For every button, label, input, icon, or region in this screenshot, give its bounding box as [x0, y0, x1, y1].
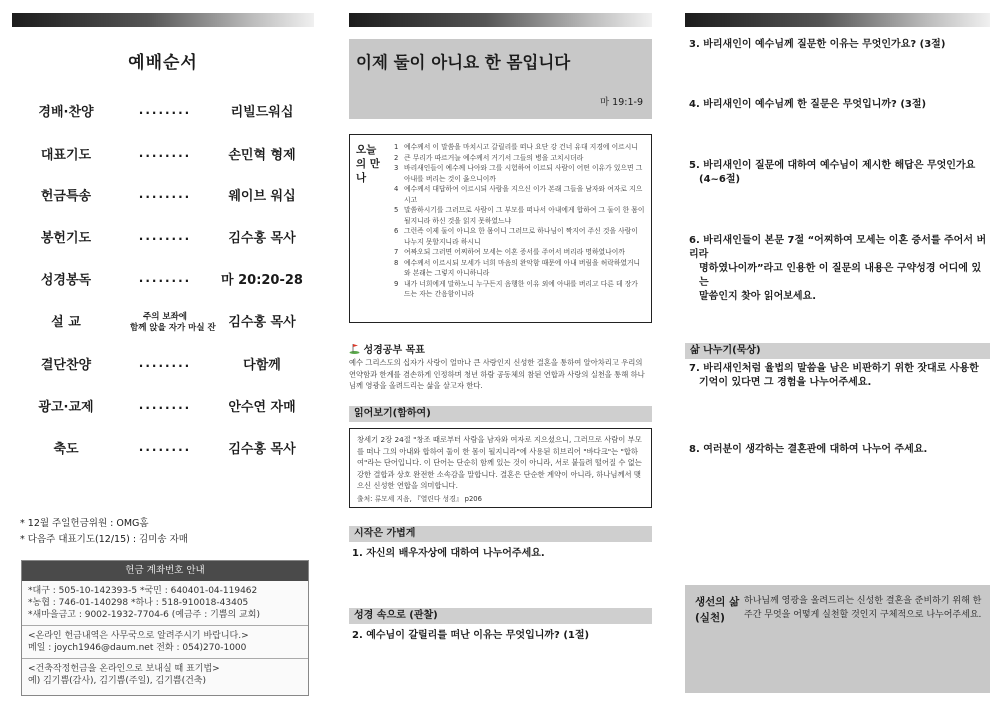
worship-order-column — [12, 0, 314, 706]
order-item: 성경봉독 — [40, 273, 92, 288]
reading-section-bar: 읽어보기(함하여) — [349, 406, 652, 422]
verse-number: 2 — [394, 153, 399, 162]
order-row — [12, 185, 314, 209]
order-item: 축도 — [53, 442, 79, 457]
question-4: 4. 바리새인이 예수님께 한 질문은 무엇입니까? (3절) — [689, 99, 927, 110]
order-dots: ········ — [138, 232, 192, 246]
order-row — [12, 144, 314, 168]
questions-column — [685, 0, 990, 706]
question-5-line: (4~6절) — [699, 174, 741, 185]
study-goal-title — [349, 341, 425, 356]
order-item: 봉헌기도 — [40, 231, 92, 246]
order-row — [12, 354, 314, 378]
order-item: 헌금특송 — [40, 189, 92, 204]
reading-source: 출처: 류모세 지음, 『열린다 성경』 p206 — [357, 494, 482, 503]
account-numbers — [22, 581, 308, 626]
question-6-line: 6. 바리새인들이 본문 7절 “어찌하여 모세는 이혼 증서를 주어서 버리라 — [689, 235, 987, 260]
building-notice — [22, 659, 308, 691]
question-1: 1. 자신의 배우자상에 대하여 나누어주세요. — [352, 548, 545, 559]
order-person: 다함께 — [243, 358, 281, 373]
observation-section-bar: 성경 속으로 (관찰) — [349, 608, 652, 624]
order-dots: ········ — [138, 274, 192, 288]
order-row — [12, 269, 314, 293]
online-notice-text: <온라인 헌금내역은 사무국으로 알려주시기 바랍니다.> — [28, 631, 249, 641]
sermon-note-line: 주의 보좌에 — [142, 312, 187, 322]
verse-text: 말씀하시기를 그러므로 사람이 그 부모를 떠나서 아내에게 합하여 그 둘이 한 몸이 될지니라 하신 것을 읽지 못하였느냐 — [404, 206, 645, 225]
verse — [394, 226, 646, 247]
reading-text: 창세기 2장 24절 "창조 때로부터 사람을 남자와 여자로 지으셨으니, 그러므로 사람이 부모를 떠나 그의 아내와 합하여 둘이 한 몸이 될지니라"에 사용된 히브리어 "바다크"는 "합하여"라는 단어입니다. 이 단어는 단순히 함께 있는 것이 아니라, 서로 붙들려 떨어질 수 없는 강한 결합과 상호 완전한 소속감을 말합니다. 결혼은 단순한 계약이 아니라, 하나님께서 맺으신 신성한 연합을 의미합니다. — [357, 435, 642, 490]
header-gradient-bar — [349, 13, 652, 27]
sermon-title-note — [130, 312, 216, 334]
sermon-title: 이제 둘이 아니요 한 몸입니다 — [356, 53, 571, 72]
order-dots: ········ — [138, 359, 192, 373]
announcement: * 다음주 대표기도(12/15) : 김미송 자매 — [20, 534, 188, 545]
order-dots: ········ — [138, 190, 192, 204]
account-line: *농협 : 746-01-140298 *하나 : 518-910018-43405 — [28, 598, 249, 608]
order-dots: ········ — [138, 443, 192, 457]
verse-text: 여짜오되 그러면 어찌하여 모세는 이혼 증서를 주어서 버리라 명하였나이까 — [404, 248, 625, 256]
order-row — [12, 311, 314, 335]
daily-manna-label: 오늘의 만나 — [356, 144, 380, 184]
question-5 — [689, 159, 989, 187]
verse-list — [394, 142, 646, 300]
verse-text: 예수께서 이 말씀을 마치시고 갈릴리를 떠나 요단 강 건너 유대 지경에 이르시니 — [404, 143, 638, 151]
verse-text: 바리새인들이 예수께 나아와 그를 시험하여 이르되 사람이 어떤 이유가 있으면 그 아내를 버리는 것이 옳으니이까 — [404, 164, 643, 183]
order-row — [12, 396, 314, 420]
order-item: 광고·교제 — [38, 400, 94, 415]
sermon-note-line: 함께 앉을 자가 마실 잔 — [130, 323, 216, 333]
order-item: 대표기도 — [40, 148, 92, 163]
question-7 — [689, 362, 989, 390]
verse-text: 큰 무리가 따르거늘 예수께서 거기서 그들의 병을 고치시더라 — [404, 153, 584, 162]
order-item: 결단찬양 — [40, 358, 92, 373]
order-dots: ········ — [138, 149, 192, 163]
account-line: *새마을금고 : 9002-1932-7704-6 (예금주 : 기쁨의 교회) — [28, 610, 260, 620]
online-notice — [22, 626, 308, 659]
question-6-line: 말씀인지 찾아 읽어보세요. — [699, 291, 817, 302]
verse-text: 예수께서 대답하여 이르시되 사람을 지으신 이가 본래 그들을 남자와 여자로 지으시고 — [404, 185, 643, 204]
account-line: *대구 : 505-10-142393-5 *국민 : 640401-04-119462 — [28, 586, 258, 596]
verse — [394, 279, 646, 300]
account-header: 헌금 계좌번호 안내 — [22, 561, 308, 581]
practice-box — [685, 585, 990, 693]
verse — [394, 153, 646, 164]
scripture-reference: 마 19:1-9 — [599, 97, 643, 108]
verse-number: 6 — [394, 227, 399, 235]
practice-label — [695, 594, 739, 626]
reading-box — [349, 428, 652, 508]
verse — [394, 258, 646, 279]
question-7-line: 7. 바리새인처럼 율법의 말씀을 남은 비판하기 위한 잣대로 사용한 — [689, 363, 979, 374]
order-row — [12, 438, 314, 462]
verse-text: 그런즉 이제 둘이 아니요 한 몸이니 그러므로 하나님이 짝지어 주신 것을 사람이 나누지 못할지니라 하시니 — [404, 227, 638, 246]
order-person: 손민혁 형제 — [228, 148, 296, 163]
order-item: 설 교 — [51, 315, 81, 330]
sermon-column — [349, 0, 652, 706]
practice-text: 하나님께 영광을 올려드리는 신성한 결혼을 준비하기 위해 한 주간 무엇을 어떻게 실천할 것인지 구체적으로 나누어주세요. — [744, 596, 982, 620]
verse-number: 1 — [394, 143, 399, 151]
practice-label-line: 생선의 삶 — [695, 596, 740, 608]
practice-label-line: (실천) — [695, 612, 725, 624]
order-person: 안수연 자매 — [228, 400, 296, 415]
announcement: * 12월 주일헌금위원 : OMG홈 — [20, 518, 149, 529]
order-person: 김수홍 목사 — [228, 442, 296, 457]
question-7-line: 기억이 있다면 그 경험을 나누어주세요. — [699, 377, 872, 388]
order-row — [12, 101, 314, 125]
verse — [394, 205, 646, 226]
sermon-header-box — [349, 39, 652, 119]
verse-number: 7 — [394, 248, 399, 256]
question-8: 8. 여러분이 생각하는 결혼관에 대하여 나누어 주세요. — [689, 444, 928, 455]
verse-number: 4 — [394, 185, 399, 193]
building-notice-text: <건축작정헌금을 온라인으로 보내실 때 표기법> — [28, 664, 220, 674]
study-goal-label: 성경공부 목표 — [363, 345, 425, 356]
question-2: 2. 예수님이 갈릴리를 떠난 이유는 무엇입니까? (1절) — [352, 630, 590, 641]
contact-text: 메일 : joych1946@daum.net 전화 : 054)270-1000 — [28, 643, 247, 653]
question-5-line: 5. 바리새인이 질문에 대하여 예수님이 제시한 해답은 무엇인가요 — [689, 160, 976, 171]
order-dots: ········ — [138, 401, 192, 415]
verse-number: 3 — [394, 164, 399, 172]
verse-text: 예수께서 이르시되 모세가 너희 마음의 완악함 때문에 아내 버림을 허락하였거니와 본래는 그렇지 아니하니라 — [404, 258, 641, 277]
order-person: 마 20:20-28 — [221, 273, 303, 288]
sharing-section-bar: 삶 나누기(묵상) — [685, 343, 990, 359]
order-dots: ········ — [138, 106, 192, 120]
order-person: 리빌드워십 — [230, 105, 294, 120]
verse-number: 8 — [394, 258, 399, 267]
verse — [394, 184, 646, 205]
start-section-bar: 시작은 가볍게 — [349, 526, 652, 542]
question-6 — [689, 234, 989, 304]
header-gradient-bar — [685, 13, 990, 27]
daily-manna-box — [349, 134, 652, 323]
verse — [394, 142, 646, 153]
building-example: 예) 김기쁨(감사), 김기쁨(주일), 김기쁨(건축) — [28, 676, 206, 686]
worship-order-title: 예배순서 — [128, 53, 198, 73]
verse-number: 9 — [394, 279, 399, 288]
verse-number: 5 — [394, 206, 399, 214]
verse — [394, 247, 646, 258]
verse — [394, 163, 646, 184]
study-goal-text: 예수 그리스도의 십자가 사랑이 얼마나 큰 사랑인지 신성한 결혼을 통하여 알아차리고 우리의 연약함과 한계를 겸손하게 인정하며 청년 하람 공동체의 참된 연합과 사랑의 실천을 통해 하나님께 영광을 올려드리는 삶을 살고자 한다. — [349, 358, 645, 390]
verse-text: 내가 너희에게 말하노니 누구든지 음행한 이유 외에 아내를 버리고 다른 데 장가 드는 자는 간음함이니라 — [404, 279, 638, 298]
golf-flag-icon — [349, 343, 360, 354]
order-person: 김수홍 목사 — [228, 315, 296, 330]
question-3: 3. 바리새인이 예수님께 질문한 이유는 무엇인가요? (3절) — [689, 39, 946, 50]
order-item: 경배·찬양 — [38, 105, 94, 120]
order-row — [12, 227, 314, 251]
header-gradient-bar — [12, 13, 314, 27]
order-person: 김수홍 목사 — [228, 231, 296, 246]
account-info-box — [21, 560, 309, 696]
question-6-line: 명하였나이까”라고 인용한 이 질문의 내용은 구약성경 어디에 있는 — [699, 263, 982, 288]
order-person: 웨이브 워십 — [228, 189, 296, 204]
